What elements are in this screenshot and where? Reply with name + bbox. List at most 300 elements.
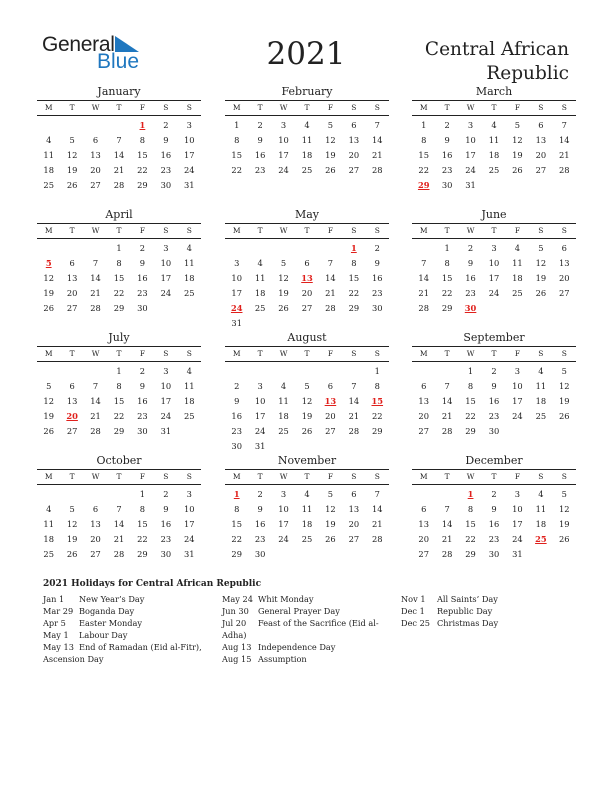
day-cell: 29 [465,549,476,559]
day-cell: 19 [535,273,547,283]
day-cell: 15 [113,396,125,406]
day-cell: 5 [69,135,75,145]
holiday-date: Dec 1 [401,606,425,616]
day-cell: 21 [418,288,429,298]
holiday-row [401,593,576,605]
day-cell: 24 [278,534,289,544]
day-cell: 1 [139,489,146,499]
holiday-row [222,653,397,665]
year-title: 2021 [266,36,346,72]
day-cell: 10 [160,258,172,268]
country-line-1: Central African [424,39,569,60]
holiday-name: Feast of the Sacrifice (Eid al- [258,618,379,628]
holiday-name: General Prayer Day [258,606,340,616]
day-cell: 12 [43,396,54,406]
day-cell: 16 [137,273,148,283]
day-cell: 5 [327,489,334,499]
weekday-label: S [538,349,544,358]
day-cell: 25 [43,549,54,559]
day-cell: 23 [160,534,172,544]
day-cell: 25 [43,180,54,190]
weekday-label: T [69,472,75,481]
day-cell: 18 [43,165,54,175]
weekday-label: M [419,349,428,358]
weekday-label: M [44,349,53,358]
day-cell: 20 [535,150,547,160]
empty-cell [248,364,271,379]
month-december [412,453,576,562]
weekday-label: T [116,226,122,235]
holiday-name: End of Ramadan (Eid al-Fitr), [79,642,202,652]
holiday-row [222,617,397,629]
weekday-label: S [538,226,544,235]
day-cell: 28 [113,180,125,190]
day-cell: 7 [561,120,567,130]
day-cell: 9 [491,381,497,391]
day-cell: 6 [421,381,427,391]
day-cell: 11 [488,135,500,145]
month-title: February [281,85,333,98]
month-april [37,207,201,316]
holiday-date: Apr 5 [43,618,66,628]
month-september [412,330,576,439]
day-cell: 7 [351,381,357,391]
day-cell: 24 [465,165,476,175]
month-november [225,453,389,562]
day-cell: 7 [327,258,334,268]
holiday-name: Easter Monday [79,618,143,628]
day-cell: 16 [231,411,242,421]
weekday-label: S [561,226,567,235]
weekday-label: M [44,103,53,112]
day-cell: 18 [184,273,195,283]
weekday-label: T [257,103,263,112]
day-cell: 4 [538,366,544,376]
day-cell: 9 [491,504,497,514]
day-cell: 17 [254,411,266,421]
weekday-label: F [327,226,334,235]
day-cell: 18 [278,411,289,421]
day-cell: 19 [325,519,336,529]
day-cell: 21 [441,534,453,544]
day-cell: 5 [514,120,521,130]
day-cell: 10 [184,504,195,514]
day-cell: 10 [278,504,289,514]
day-cell: 12 [325,504,336,514]
day-cell: 29 [113,426,125,436]
day-cell: 14 [441,396,453,406]
day-cell: 30 [231,441,242,451]
weekday-label: W [279,349,288,358]
holiday-column [222,593,397,665]
day-cell: 29 [231,549,242,559]
day-cell: 2 [163,120,169,130]
day-cell: 4 [186,243,192,253]
empty-cell [295,364,318,379]
day-cell: 22 [113,288,125,298]
day-cell: 26 [301,426,313,436]
day-cell: 12 [325,135,336,145]
day-cell: 17 [278,150,289,160]
day-cell: 16 [137,396,148,406]
day-cell: 2 [139,243,146,253]
day-cell: 20 [325,411,336,421]
weekday-label: S [538,472,544,481]
month-march [412,84,576,193]
day-cell: 19 [43,411,54,421]
month-title: May [294,208,320,221]
day-cell: 15 [137,519,148,529]
day-cell: 13 [90,150,101,160]
day-cell: 26 [325,165,336,175]
day-cell: 6 [327,381,334,391]
day-cell: 29 [113,303,125,313]
day-cell: 19 [559,396,570,406]
day-grid [225,241,389,331]
day-cell: 28 [325,303,336,313]
day-cell: 20 [66,288,78,298]
weekday-label: T [116,103,122,112]
day-cell: 3 [163,243,169,253]
holiday-name: Christmas Day [437,618,499,628]
holiday-date: Nov 1 [401,594,426,604]
day-cell: 15 [231,150,242,160]
day-cell: 25 [184,411,195,421]
day-cell: 2 [467,243,474,253]
empty-cell [37,487,60,502]
weekday-label: S [561,103,567,112]
day-cell: 3 [491,243,497,253]
weekday-label: T [444,349,450,358]
weekday-label: F [514,103,521,112]
holiday-day-cell: 24 [230,303,243,313]
day-cell: 21 [113,165,125,175]
day-cell: 2 [163,489,169,499]
holiday-date: Mar 29 [43,606,74,616]
day-cell: 18 [535,396,547,406]
holiday-row [43,593,218,605]
day-cell: 27 [90,180,101,190]
day-cell: 17 [231,288,242,298]
day-cell: 23 [372,288,383,298]
empty-cell [319,241,342,256]
weekday-label: W [91,349,100,358]
day-cell: 21 [90,411,101,421]
day-cell: 8 [139,504,146,514]
holiday-row [222,605,397,617]
empty-cell [84,241,107,256]
day-cell: 4 [46,135,52,145]
day-cell: 16 [488,519,500,529]
day-cell: 28 [90,426,101,436]
weekday-label: T [304,226,310,235]
day-cell: 24 [160,411,172,421]
empty-cell [435,487,458,502]
day-cell: 26 [535,288,547,298]
weekday-label: S [538,103,544,112]
day-cell: 8 [374,381,380,391]
weekday-label: S [351,349,357,358]
day-cell: 19 [278,288,289,298]
day-cell: 30 [488,426,500,436]
day-cell: 10 [512,504,523,514]
weekday-label: T [116,349,122,358]
day-cell: 7 [116,135,122,145]
day-cell: 27 [535,165,547,175]
month-title: July [108,331,130,344]
month-title: August [287,331,327,344]
month-october [37,453,201,562]
day-cell: 2 [444,120,450,130]
day-cell: 6 [538,120,544,130]
day-cell: 9 [467,258,474,268]
day-cell: 23 [488,411,500,421]
holiday-name: Labour Day [79,630,128,640]
day-cell: 6 [304,258,310,268]
day-grid [225,118,389,178]
day-cell: 1 [467,366,474,376]
day-cell: 14 [559,135,570,145]
day-cell: 27 [66,426,78,436]
holiday-name: Adha) [222,630,247,640]
day-cell: 11 [43,150,54,160]
day-cell: 4 [514,243,521,253]
empty-cell [37,241,60,256]
day-cell: 9 [163,135,169,145]
weekday-label: F [327,103,334,112]
day-cell: 28 [372,165,383,175]
day-cell: 3 [280,489,287,499]
day-grid [37,241,201,316]
day-cell: 6 [92,135,99,145]
day-cell: 2 [491,489,497,499]
empty-cell [342,364,365,379]
day-cell: 21 [441,411,453,421]
holiday-date: May 24 [222,594,253,604]
day-cell: 7 [374,489,380,499]
day-cell: 22 [465,534,476,544]
day-cell: 12 [535,258,547,268]
day-cell: 21 [325,288,336,298]
month-title: November [277,454,337,467]
day-cell: 21 [348,411,360,421]
day-cell: 12 [43,273,54,283]
day-cell: 14 [372,504,383,514]
day-cell: 27 [348,165,360,175]
weekday-header [225,346,389,362]
day-cell: 17 [160,396,172,406]
holiday-name: Republic Day [437,606,493,616]
weekday-label: M [44,472,53,481]
weekday-label: F [514,349,521,358]
empty-cell [435,364,458,379]
month-title: June [481,208,507,221]
holiday-date: May 1 [43,630,69,640]
day-cell: 4 [280,381,287,391]
day-cell: 9 [139,381,146,391]
day-cell: 13 [418,396,429,406]
holidays-section [43,577,583,664]
day-cell: 25 [512,288,523,298]
day-cell: 23 [160,165,172,175]
empty-cell [84,118,107,133]
day-cell: 6 [351,120,357,130]
holiday-row [43,605,218,617]
day-cell: 14 [113,150,125,160]
holiday-day-cell: 1 [350,243,357,253]
holiday-date: Jun 30 [222,606,249,616]
day-cell: 19 [512,150,523,160]
day-cell: 18 [254,288,266,298]
month-february [225,84,389,178]
weekday-label: S [351,103,357,112]
day-cell: 25 [254,303,266,313]
day-cell: 3 [234,258,240,268]
holiday-date: Aug 15 [222,654,252,664]
day-cell: 18 [488,150,500,160]
day-grid [412,118,576,193]
day-grid [37,364,201,439]
weekday-header [412,100,576,116]
day-cell: 1 [374,366,380,376]
holiday-day-cell: 20 [66,411,78,421]
day-cell: 22 [418,165,429,175]
empty-cell [412,241,435,256]
day-cell: 23 [465,288,476,298]
country-line-2: Republic [486,63,569,84]
day-cell: 19 [559,519,570,529]
day-cell: 25 [488,165,500,175]
day-cell: 1 [116,243,122,253]
holiday-date: Aug 13 [222,642,252,652]
day-cell: 2 [257,489,263,499]
day-cell: 27 [66,303,78,313]
day-cell: 16 [160,519,172,529]
empty-cell [107,118,130,133]
day-cell: 1 [116,366,122,376]
holiday-name: Ascension Day [43,654,104,664]
day-cell: 22 [231,165,242,175]
day-grid [412,364,576,439]
holiday-date: Dec 25 [401,618,431,628]
weekday-label: S [351,472,357,481]
weekday-label: T [491,103,497,112]
month-june [412,207,576,316]
day-cell: 3 [467,120,474,130]
day-cell: 27 [90,549,101,559]
day-cell: 21 [113,534,125,544]
day-cell: 4 [491,120,497,130]
day-cell: 7 [92,381,99,391]
day-cell: 30 [254,549,266,559]
day-cell: 29 [137,180,148,190]
empty-cell [319,364,342,379]
day-cell: 28 [441,549,453,559]
weekday-label: T [491,472,497,481]
day-cell: 22 [372,411,383,421]
empty-cell [60,364,83,379]
day-cell: 5 [304,381,310,391]
weekday-header [412,346,576,362]
day-cell: 26 [325,534,336,544]
day-cell: 22 [231,534,242,544]
day-cell: 20 [559,273,570,283]
day-cell: 2 [234,381,240,391]
day-cell: 23 [254,165,266,175]
holiday-day-cell: 15 [371,396,384,406]
day-cell: 25 [278,426,289,436]
weekday-label: T [304,103,310,112]
day-cell: 8 [234,135,240,145]
day-cell: 16 [254,519,266,529]
month-title: March [475,85,513,98]
holiday-row [222,641,397,653]
day-cell: 13 [348,135,360,145]
day-cell: 10 [512,381,523,391]
day-cell: 15 [418,150,429,160]
day-cell: 6 [561,243,567,253]
day-cell: 22 [348,288,360,298]
weekday-label: F [139,472,146,481]
day-cell: 1 [421,120,427,130]
day-cell: 11 [254,273,266,283]
holiday-day-cell: 25 [535,534,547,544]
month-may [225,207,389,331]
day-cell: 28 [372,534,383,544]
holiday-day-cell: 1 [139,120,146,130]
month-july [37,330,201,439]
empty-cell [295,241,318,256]
day-cell: 3 [257,381,263,391]
day-cell: 26 [43,426,54,436]
day-cell: 9 [257,504,263,514]
day-cell: 24 [184,534,195,544]
day-cell: 10 [184,135,195,145]
day-cell: 10 [231,273,242,283]
day-cell: 24 [512,534,523,544]
day-cell: 25 [535,411,547,421]
empty-cell [37,118,60,133]
day-cell: 26 [559,411,570,421]
day-cell: 20 [348,519,360,529]
holiday-day-cell: 5 [45,258,52,268]
day-cell: 6 [69,258,75,268]
day-cell: 26 [43,303,54,313]
day-cell: 26 [66,180,78,190]
day-cell: 28 [348,426,360,436]
weekday-label: M [419,103,428,112]
weekday-label: F [514,226,521,235]
day-cell: 17 [512,519,523,529]
weekday-header [37,346,201,362]
day-cell: 21 [90,288,101,298]
day-cell: 11 [535,381,547,391]
day-cell: 8 [421,135,427,145]
empty-cell [248,241,271,256]
empty-cell [272,241,295,256]
day-cell: 4 [538,489,544,499]
day-cell: 15 [113,273,125,283]
day-cell: 17 [184,150,195,160]
day-cell: 27 [418,426,429,436]
day-cell: 13 [66,273,78,283]
day-cell: 10 [488,258,500,268]
holiday-name: Boganda Day [79,606,135,616]
weekday-label: S [186,103,192,112]
day-cell: 24 [254,426,266,436]
day-cell: 30 [488,549,500,559]
day-cell: 13 [418,519,429,529]
